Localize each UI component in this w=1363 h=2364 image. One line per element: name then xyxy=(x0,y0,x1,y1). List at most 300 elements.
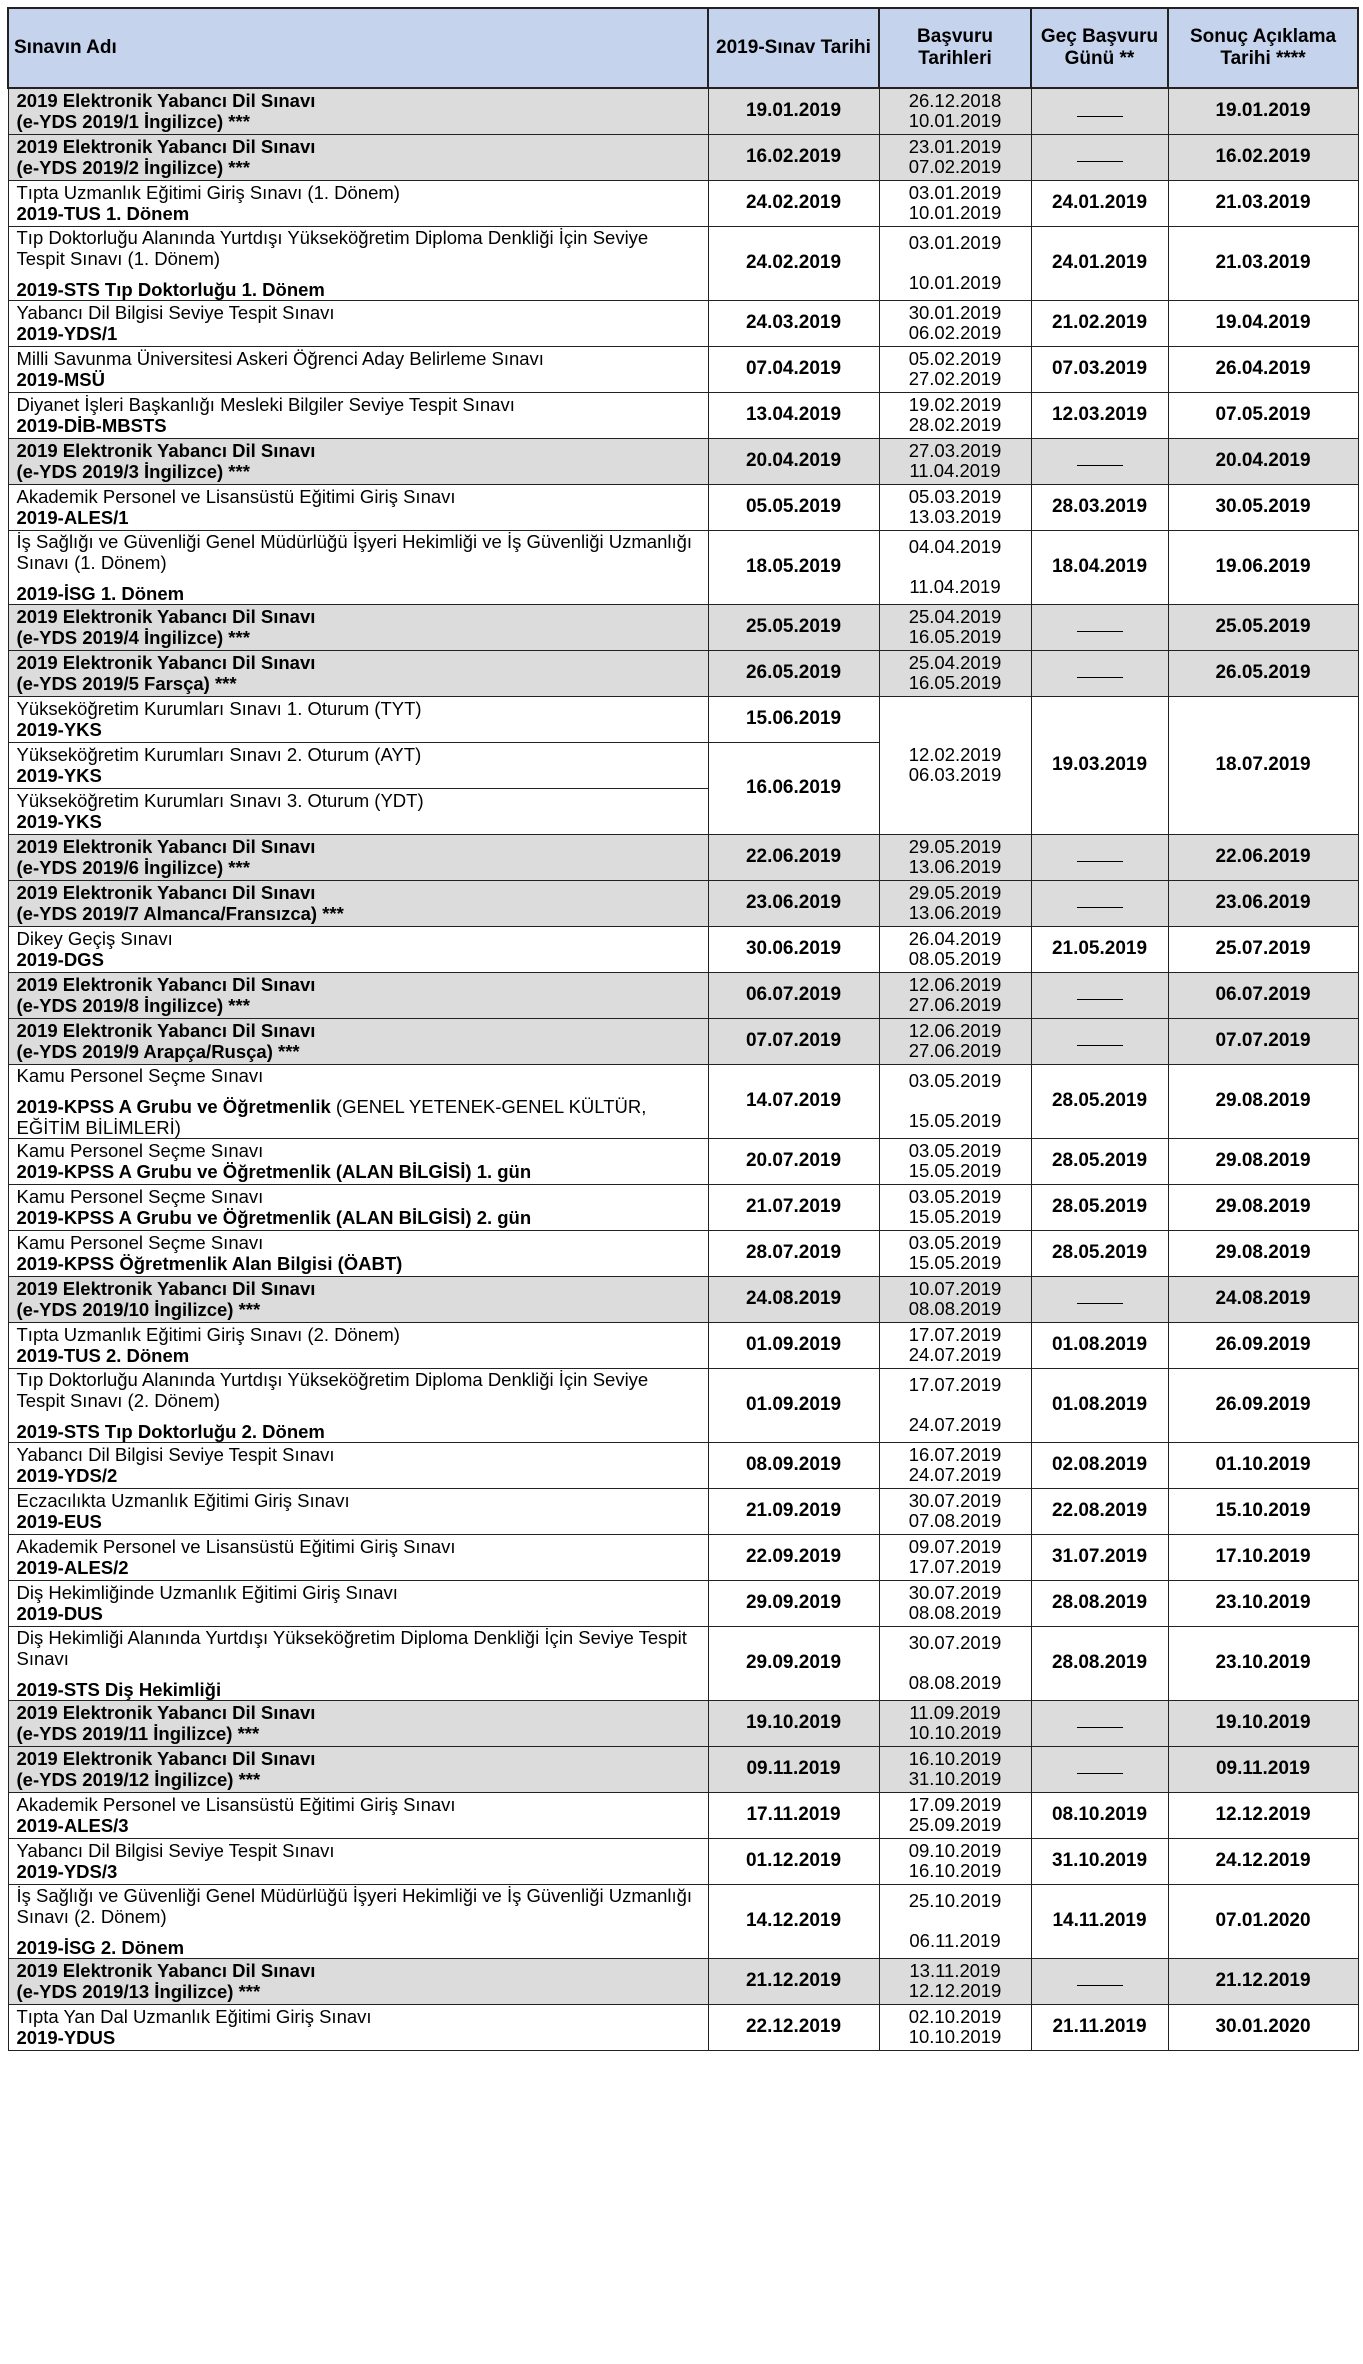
application-dates-cell xyxy=(879,834,1031,880)
table-row xyxy=(8,530,1358,604)
exam-title: Yükseköğretim Kurumları Sınavı 2. Oturum (AYT) xyxy=(16,744,422,765)
exam-name-cell xyxy=(8,1230,708,1276)
result-date: 29.08.2019 xyxy=(1168,1184,1358,1230)
application-dates-cell xyxy=(879,972,1031,1018)
empty-dash xyxy=(1077,1985,1123,1986)
exam-title: Yükseköğretim Kurumları Sınavı 1. Oturum (TYT) xyxy=(16,698,422,719)
exam-name-cell xyxy=(8,926,708,972)
spacer xyxy=(17,269,700,279)
late-application-cell: 08.10.2019 xyxy=(1031,1792,1168,1838)
exam-name-cell xyxy=(8,300,708,346)
empty-dash xyxy=(1077,465,1123,466)
application-start: 10.07.2019 xyxy=(908,1278,1002,1299)
exam-title: Akademik Personel ve Lisansüstü Eğitimi Giriş Sınavı xyxy=(16,486,456,507)
result-date: 16.02.2019 xyxy=(1168,134,1358,180)
table-row xyxy=(8,346,1358,392)
exam-name-cell xyxy=(8,1368,708,1442)
result-date: 01.10.2019 xyxy=(1168,1442,1358,1488)
application-dates-cell xyxy=(879,1958,1031,2004)
spacer xyxy=(882,1395,1029,1415)
exam-code: (e-YDS 2019/6 İngilizce) *** xyxy=(16,857,250,878)
application-start: 25.04.2019 xyxy=(908,606,1002,627)
exam-date: 26.05.2019 xyxy=(708,650,879,696)
exam-name-cell xyxy=(8,1958,708,2004)
late-application-cell: 28.08.2019 xyxy=(1031,1626,1168,1700)
header-result-date: Sonuç Açıklama Tarihi **** xyxy=(1168,8,1358,88)
result-date: 21.12.2019 xyxy=(1168,1958,1358,2004)
exam-code-tail: (GENEL YETENEK-GENEL KÜLTÜR, EĞİTİM BİLİMLERİ) xyxy=(16,1095,647,1138)
exam-code: 2019-STS Tıp Doktorluğu 1. Dönem xyxy=(16,278,325,300)
exam-code: (e-YDS 2019/13 İngilizce) *** xyxy=(16,1981,261,2002)
application-end: 07.08.2019 xyxy=(908,1510,1002,1531)
exam-code: 2019-YDS/2 xyxy=(16,1465,118,1486)
exam-title: 2019 Elektronik Yabancı Dil Sınavı xyxy=(16,1748,316,1769)
exam-name-cell xyxy=(8,696,708,742)
late-application-cell: 28.03.2019 xyxy=(1031,484,1168,530)
exam-date: 09.11.2019 xyxy=(708,1746,879,1792)
late-application-cell xyxy=(1031,604,1168,650)
result-date: 23.06.2019 xyxy=(1168,880,1358,926)
late-application-cell xyxy=(1031,834,1168,880)
empty-dash xyxy=(1077,161,1123,162)
application-start: 23.01.2019 xyxy=(908,136,1002,157)
table-row xyxy=(8,2004,1358,2050)
application-end: 13.06.2019 xyxy=(908,856,1002,877)
application-start: 05.03.2019 xyxy=(908,486,1002,507)
table-row xyxy=(8,392,1358,438)
exam-date: 24.02.2019 xyxy=(708,180,879,226)
exam-title: İş Sağlığı ve Güvenliği Genel Müdürlüğü İşyeri Hekimliği ve İş Güvenliği Uzmanlığı Sınavı (2. Dönem) xyxy=(16,1884,693,1927)
application-dates-cell xyxy=(879,346,1031,392)
late-application-cell: 24.01.2019 xyxy=(1031,180,1168,226)
empty-dash xyxy=(1077,861,1123,862)
late-application-cell xyxy=(1031,650,1168,696)
exam-title: 2019 Elektronik Yabancı Dil Sınavı xyxy=(16,90,316,112)
exam-code: 2019-MSÜ xyxy=(16,369,105,390)
exam-title: Yabancı Dil Bilgisi Seviye Tespit Sınavı xyxy=(16,1840,335,1861)
application-start: 19.02.2019 xyxy=(908,394,1002,415)
empty-dash xyxy=(1077,1303,1123,1304)
result-date: 19.10.2019 xyxy=(1168,1700,1358,1746)
result-date: 25.07.2019 xyxy=(1168,926,1358,972)
late-application-cell: 01.08.2019 xyxy=(1031,1368,1168,1442)
table-row xyxy=(8,1626,1358,1700)
table-row xyxy=(8,1018,1358,1064)
late-application-cell: 31.10.2019 xyxy=(1031,1838,1168,1884)
table-row xyxy=(8,438,1358,484)
application-start: 03.05.2019 xyxy=(908,1186,1002,1207)
exam-title: 2019 Elektronik Yabancı Dil Sınavı xyxy=(16,882,316,903)
application-end: 28.02.2019 xyxy=(908,414,1002,435)
result-date: 12.12.2019 xyxy=(1168,1792,1358,1838)
spacer xyxy=(17,573,700,583)
exam-title: 2019 Elektronik Yabancı Dil Sınavı xyxy=(16,606,316,627)
exam-code: (e-YDS 2019/3 İngilizce) *** xyxy=(16,461,250,482)
application-dates-cell xyxy=(879,1368,1031,1442)
exam-title: Kamu Personel Seçme Sınavı xyxy=(16,1232,264,1253)
table-row xyxy=(8,1792,1358,1838)
exam-date: 15.06.2019 xyxy=(708,696,879,742)
application-dates-cell xyxy=(879,484,1031,530)
exam-code: 2019-İSG 2. Dönem xyxy=(16,1936,185,1958)
late-application-cell xyxy=(1031,88,1168,134)
exam-title: Dikey Geçiş Sınavı xyxy=(16,928,173,949)
application-start: 12.06.2019 xyxy=(908,974,1002,995)
table-row xyxy=(8,926,1358,972)
exam-title: Yükseköğretim Kurumları Sınavı 3. Oturum (YDT) xyxy=(16,790,424,811)
exam-code: 2019-YDUS xyxy=(16,2027,116,2048)
exam-name-cell xyxy=(8,226,708,300)
application-start: 27.03.2019 xyxy=(908,440,1002,461)
exam-code: 2019-ALES/1 xyxy=(16,507,129,528)
exam-name-cell xyxy=(8,88,708,134)
exam-code: (e-YDS 2019/10 İngilizce) *** xyxy=(16,1299,261,1320)
exam-date: 20.04.2019 xyxy=(708,438,879,484)
exam-name-cell xyxy=(8,604,708,650)
result-date: 17.10.2019 xyxy=(1168,1534,1358,1580)
result-date: 23.10.2019 xyxy=(1168,1580,1358,1626)
application-dates-cell xyxy=(879,1534,1031,1580)
exam-name-cell xyxy=(8,180,708,226)
result-date: 30.01.2020 xyxy=(1168,2004,1358,2050)
table-row xyxy=(8,1838,1358,1884)
exam-date: 21.07.2019 xyxy=(708,1184,879,1230)
application-end: 16.05.2019 xyxy=(908,672,1002,693)
result-date: 23.10.2019 xyxy=(1168,1626,1358,1700)
exam-title: Akademik Personel ve Lisansüstü Eğitimi Giriş Sınavı xyxy=(16,1794,456,1815)
table-row xyxy=(8,1700,1358,1746)
exam-name-cell xyxy=(8,650,708,696)
exam-title: Milli Savunma Üniversitesi Askeri Öğrenci Aday Belirleme Sınavı xyxy=(16,348,544,369)
result-date: 19.04.2019 xyxy=(1168,300,1358,346)
table-row xyxy=(8,696,1358,742)
exam-name-cell xyxy=(8,1580,708,1626)
application-dates-cell xyxy=(879,1580,1031,1626)
application-end: 15.05.2019 xyxy=(908,1252,1002,1273)
exam-date: 16.02.2019 xyxy=(708,134,879,180)
application-dates-cell xyxy=(879,880,1031,926)
exam-name-cell xyxy=(8,1838,708,1884)
late-application-cell: 21.11.2019 xyxy=(1031,2004,1168,2050)
application-end: 06.11.2019 xyxy=(909,1930,1001,1951)
application-dates-cell xyxy=(879,1792,1031,1838)
application-dates-cell xyxy=(879,530,1031,604)
table-row xyxy=(8,1442,1358,1488)
application-dates-cell xyxy=(879,392,1031,438)
application-start: 04.04.2019 xyxy=(908,536,1002,557)
application-start: 09.07.2019 xyxy=(908,1536,1002,1557)
late-application-cell: 21.02.2019 xyxy=(1031,300,1168,346)
exam-code: 2019-ALES/2 xyxy=(16,1557,129,1578)
exam-name-cell xyxy=(8,1488,708,1534)
application-end: 11.04.2019 xyxy=(909,460,1001,481)
table-row xyxy=(8,88,1358,134)
result-date: 29.08.2019 xyxy=(1168,1064,1358,1138)
application-start: 03.01.2019 xyxy=(908,182,1002,203)
application-end: 15.05.2019 xyxy=(908,1110,1002,1131)
result-date: 15.10.2019 xyxy=(1168,1488,1358,1534)
exam-title: Tıp Doktorluğu Alanında Yurtdışı Yükseköğretim Diploma Denkliği İçin Seviye Tespit Sınavı (1. Dönem) xyxy=(16,226,649,269)
exam-date: 07.07.2019 xyxy=(708,1018,879,1064)
exam-date: 01.09.2019 xyxy=(708,1368,879,1442)
table-body xyxy=(8,88,1358,2050)
application-dates-cell xyxy=(879,1322,1031,1368)
application-dates-cell xyxy=(879,696,1031,834)
application-end: 08.05.2019 xyxy=(908,948,1002,969)
table-row xyxy=(8,226,1358,300)
exam-code: 2019-YDS/1 xyxy=(16,323,118,344)
header-exam-name: Sınavın Adı xyxy=(8,8,708,88)
application-start: 03.05.2019 xyxy=(908,1232,1002,1253)
application-start: 17.09.2019 xyxy=(908,1794,1002,1815)
exam-name-cell xyxy=(8,1626,708,1700)
exam-name-cell xyxy=(8,1792,708,1838)
application-end: 17.07.2019 xyxy=(908,1556,1002,1577)
application-start: 02.10.2019 xyxy=(908,2006,1002,2027)
spacer xyxy=(882,1911,1029,1931)
spacer xyxy=(17,1927,700,1937)
table-row xyxy=(8,880,1358,926)
exam-date: 14.07.2019 xyxy=(708,1064,879,1138)
application-dates-cell xyxy=(879,650,1031,696)
application-dates-cell xyxy=(879,2004,1031,2050)
late-application-cell: 21.05.2019 xyxy=(1031,926,1168,972)
empty-dash xyxy=(1077,677,1123,678)
exam-title: 2019 Elektronik Yabancı Dil Sınavı xyxy=(16,652,316,673)
application-start: 13.11.2019 xyxy=(909,1960,1001,1981)
application-end: 12.12.2019 xyxy=(908,1980,1002,2001)
exam-name-cell xyxy=(8,1746,708,1792)
exam-code: (e-YDS 2019/8 İngilizce) *** xyxy=(16,995,250,1016)
header-late-application: Geç Başvuru Günü ** xyxy=(1031,8,1168,88)
exam-code: (e-YDS 2019/9 Arapça/Rusça) *** xyxy=(16,1041,300,1062)
application-start: 03.05.2019 xyxy=(908,1070,1002,1091)
exam-title: 2019 Elektronik Yabancı Dil Sınavı xyxy=(16,974,316,995)
application-end: 07.02.2019 xyxy=(908,156,1002,177)
application-start: 16.07.2019 xyxy=(908,1444,1002,1465)
table-row xyxy=(8,604,1358,650)
exam-code: 2019-TUS 2. Dönem xyxy=(16,1345,190,1366)
exam-date: 25.05.2019 xyxy=(708,604,879,650)
header-application-dates: Başvuru Tarihleri xyxy=(879,8,1031,88)
table-row xyxy=(8,1368,1358,1442)
exam-name-cell xyxy=(8,1276,708,1322)
late-application-cell: 28.05.2019 xyxy=(1031,1064,1168,1138)
late-application-cell: 22.08.2019 xyxy=(1031,1488,1168,1534)
late-application-cell: 28.05.2019 xyxy=(1031,1184,1168,1230)
exam-date: 19.10.2019 xyxy=(708,1700,879,1746)
exam-date: 05.05.2019 xyxy=(708,484,879,530)
application-dates-cell xyxy=(879,1746,1031,1792)
exam-name-cell xyxy=(8,134,708,180)
exam-name-cell xyxy=(8,1138,708,1184)
exam-date: 01.12.2019 xyxy=(708,1838,879,1884)
application-start: 30.07.2019 xyxy=(908,1632,1002,1653)
application-end: 31.10.2019 xyxy=(908,1768,1002,1789)
exam-code: 2019-DUS xyxy=(16,1603,103,1624)
table-row xyxy=(8,972,1358,1018)
application-dates-cell xyxy=(879,134,1031,180)
application-end: 25.09.2019 xyxy=(908,1814,1002,1835)
late-application-cell: 01.08.2019 xyxy=(1031,1322,1168,1368)
exam-code: 2019-YKS xyxy=(16,811,102,832)
exam-code: (e-YDS 2019/7 Almanca/Fransızca) *** xyxy=(16,903,344,924)
spacer xyxy=(882,1091,1029,1111)
late-application-cell xyxy=(1031,134,1168,180)
exam-date: 19.01.2019 xyxy=(708,88,879,134)
exam-name-cell xyxy=(8,392,708,438)
application-end: 10.01.2019 xyxy=(908,272,1002,293)
late-application-cell xyxy=(1031,1746,1168,1792)
table-row xyxy=(8,1580,1358,1626)
result-date: 26.04.2019 xyxy=(1168,346,1358,392)
exam-code: 2019-KPSS Öğretmenlik Alan Bilgisi (ÖABT) xyxy=(16,1253,403,1274)
exam-date: 14.12.2019 xyxy=(708,1884,879,1958)
table-row xyxy=(8,180,1358,226)
exam-code: 2019-YKS xyxy=(16,765,102,786)
exam-date: 21.09.2019 xyxy=(708,1488,879,1534)
exam-code: 2019-DGS xyxy=(16,949,104,970)
application-end: 24.07.2019 xyxy=(908,1464,1002,1485)
exam-code: 2019-DİB-MBSTS xyxy=(16,415,167,436)
result-date: 06.07.2019 xyxy=(1168,972,1358,1018)
exam-title: 2019 Elektronik Yabancı Dil Sınavı xyxy=(16,440,316,461)
application-dates-cell xyxy=(879,1138,1031,1184)
application-start: 03.01.2019 xyxy=(908,232,1002,253)
table-row xyxy=(8,1746,1358,1792)
spacer xyxy=(17,1669,700,1679)
result-date: 25.05.2019 xyxy=(1168,604,1358,650)
table-row xyxy=(8,484,1358,530)
result-date: 07.01.2020 xyxy=(1168,1884,1358,1958)
exam-date: 29.09.2019 xyxy=(708,1580,879,1626)
late-application-cell: 28.05.2019 xyxy=(1031,1138,1168,1184)
application-dates-cell xyxy=(879,1838,1031,1884)
application-dates-cell xyxy=(879,604,1031,650)
result-date: 07.07.2019 xyxy=(1168,1018,1358,1064)
exam-date: 24.02.2019 xyxy=(708,226,879,300)
result-date: 24.12.2019 xyxy=(1168,1838,1358,1884)
spacer xyxy=(882,253,1029,273)
result-date: 30.05.2019 xyxy=(1168,484,1358,530)
application-start: 17.07.2019 xyxy=(908,1324,1002,1345)
exam-date: 18.05.2019 xyxy=(708,530,879,604)
exam-code: (e-YDS 2019/11 İngilizce) *** xyxy=(16,1723,260,1744)
exam-date: 08.09.2019 xyxy=(708,1442,879,1488)
table-row xyxy=(8,1322,1358,1368)
result-date: 26.09.2019 xyxy=(1168,1322,1358,1368)
exam-date: 06.07.2019 xyxy=(708,972,879,1018)
exam-name-cell xyxy=(8,1700,708,1746)
exam-name-cell xyxy=(8,1534,708,1580)
table-row xyxy=(8,1276,1358,1322)
exam-date: 24.03.2019 xyxy=(708,300,879,346)
application-end: 10.01.2019 xyxy=(908,110,1002,132)
result-date: 24.08.2019 xyxy=(1168,1276,1358,1322)
application-end: 15.05.2019 xyxy=(908,1160,1002,1181)
application-dates-cell xyxy=(879,1884,1031,1958)
exam-title: Yabancı Dil Bilgisi Seviye Tespit Sınavı xyxy=(16,1444,335,1465)
application-start: 29.05.2019 xyxy=(908,882,1002,903)
empty-dash xyxy=(1077,907,1123,908)
late-application-cell xyxy=(1031,1700,1168,1746)
result-date: 29.08.2019 xyxy=(1168,1138,1358,1184)
application-end: 24.07.2019 xyxy=(908,1344,1002,1365)
exam-name-cell xyxy=(8,880,708,926)
application-start: 25.10.2019 xyxy=(908,1890,1002,1911)
application-start: 26.04.2019 xyxy=(908,928,1002,949)
exam-title: Kamu Personel Seçme Sınavı xyxy=(16,1064,264,1086)
exam-name-cell xyxy=(8,788,708,834)
exam-name-cell xyxy=(8,438,708,484)
exam-code: (e-YDS 2019/5 Farsça) *** xyxy=(16,673,237,694)
table-row xyxy=(8,1488,1358,1534)
application-end: 16.10.2019 xyxy=(908,1860,1002,1881)
late-application-cell xyxy=(1031,880,1168,926)
exam-code: 2019-KPSS A Grubu ve Öğretmenlik (ALAN BİLGİSİ) 2. gün xyxy=(16,1207,532,1228)
exam-title: 2019 Elektronik Yabancı Dil Sınavı xyxy=(16,136,316,157)
table-row xyxy=(8,834,1358,880)
exam-date: 17.11.2019 xyxy=(708,1792,879,1838)
application-end: 08.08.2019 xyxy=(908,1298,1002,1319)
late-application-cell: 28.08.2019 xyxy=(1031,1580,1168,1626)
late-application-cell xyxy=(1031,1276,1168,1322)
exam-name-cell xyxy=(8,1322,708,1368)
application-start: 30.01.2019 xyxy=(908,302,1002,323)
exam-date: 23.06.2019 xyxy=(708,880,879,926)
late-application-cell: 18.04.2019 xyxy=(1031,530,1168,604)
result-date: 20.04.2019 xyxy=(1168,438,1358,484)
exam-title: Akademik Personel ve Lisansüstü Eğitimi Giriş Sınavı xyxy=(16,1536,456,1557)
exam-name-cell xyxy=(8,346,708,392)
exam-calendar-table xyxy=(7,7,1359,2051)
result-date: 26.05.2019 xyxy=(1168,650,1358,696)
result-date: 21.03.2019 xyxy=(1168,226,1358,300)
table-row xyxy=(8,1230,1358,1276)
late-application-cell xyxy=(1031,1958,1168,2004)
application-end: 27.02.2019 xyxy=(908,368,1002,389)
application-dates-cell xyxy=(879,1064,1031,1138)
application-start: 25.04.2019 xyxy=(908,652,1002,673)
exam-title: Tıpta Yan Dal Uzmanlık Eğitimi Giriş Sınavı xyxy=(16,2006,372,2027)
application-end: 13.06.2019 xyxy=(908,902,1002,923)
table-row xyxy=(8,1184,1358,1230)
late-application-cell: 07.03.2019 xyxy=(1031,346,1168,392)
empty-dash xyxy=(1077,1773,1123,1774)
application-end: 13.03.2019 xyxy=(908,506,1002,527)
exam-date: 22.12.2019 xyxy=(708,2004,879,2050)
application-dates-cell xyxy=(879,1184,1031,1230)
exam-title: Tıpta Uzmanlık Eğitimi Giriş Sınavı (1. Dönem) xyxy=(16,182,400,203)
exam-code: (e-YDS 2019/4 İngilizce) *** xyxy=(16,627,250,648)
exam-code: (e-YDS 2019/12 İngilizce) *** xyxy=(16,1769,261,1790)
result-date: 09.11.2019 xyxy=(1168,1746,1358,1792)
table-row xyxy=(8,1884,1358,1958)
application-end: 10.10.2019 xyxy=(908,2026,1002,2047)
exam-title: İş Sağlığı ve Güvenliği Genel Müdürlüğü İşyeri Hekimliği ve İş Güvenliği Uzmanlığı Sınavı (1. Dönem) xyxy=(16,530,693,573)
exam-title: Eczacılıkta Uzmanlık Eğitimi Giriş Sınavı xyxy=(16,1490,350,1511)
table-row xyxy=(8,134,1358,180)
exam-code: (e-YDS 2019/2 İngilizce) *** xyxy=(16,157,250,178)
exam-name-cell xyxy=(8,1064,708,1138)
exam-date: 21.12.2019 xyxy=(708,1958,879,2004)
application-dates-cell xyxy=(879,926,1031,972)
application-start: 17.07.2019 xyxy=(908,1374,1002,1395)
application-end: 10.10.2019 xyxy=(908,1722,1002,1743)
result-date: 07.05.2019 xyxy=(1168,392,1358,438)
header-exam-date: 2019-Sınav Tarihi xyxy=(708,8,879,88)
application-dates-cell xyxy=(879,1488,1031,1534)
